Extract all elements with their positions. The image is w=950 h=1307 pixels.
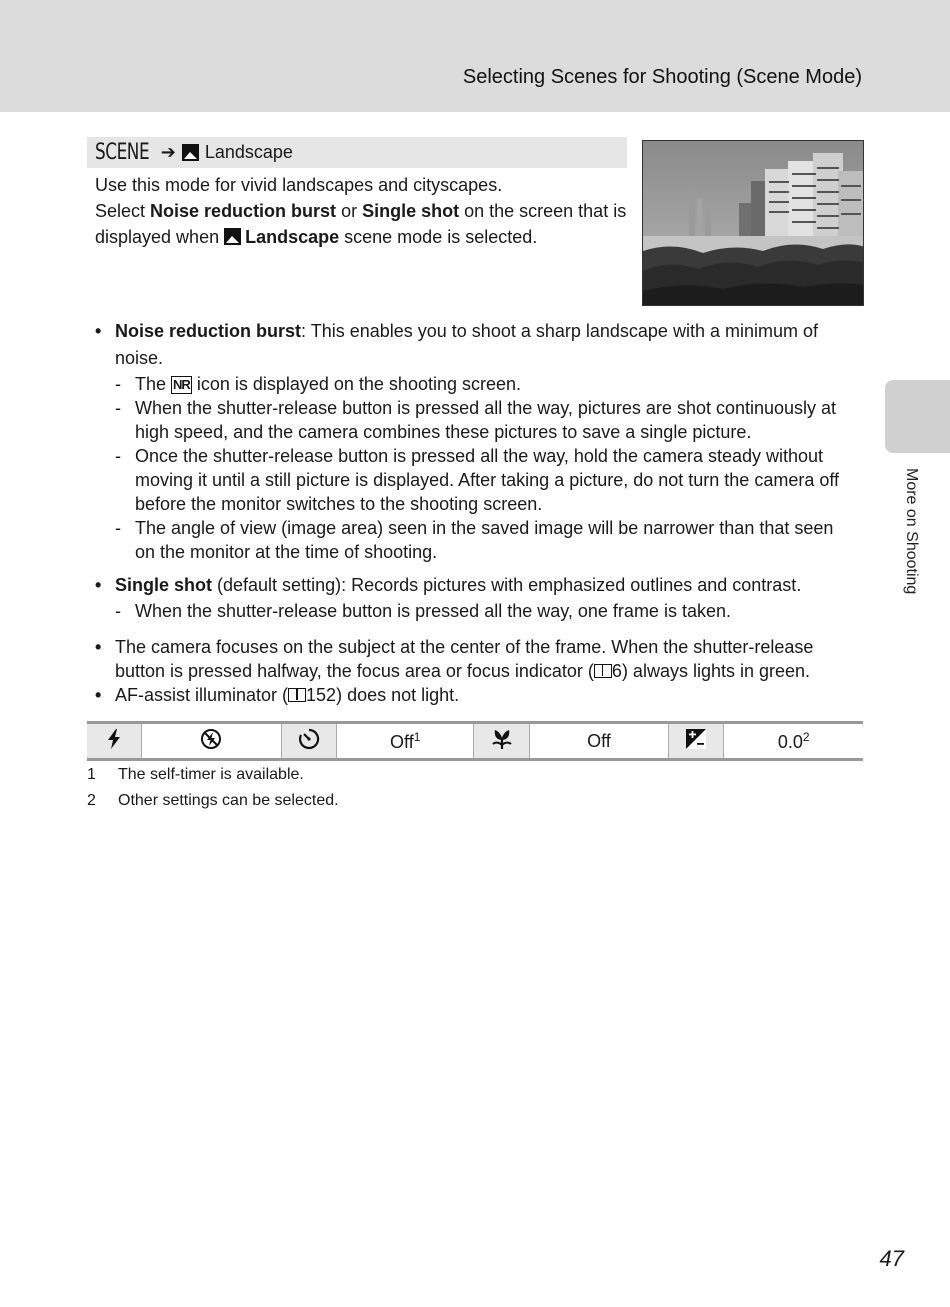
flash-icon [87,723,142,760]
landscape-icon [182,144,199,161]
self-timer-icon [281,723,336,760]
side-tab [885,380,950,453]
footnote-text: Other settings can be selected. [118,792,339,809]
page-number: 47 [879,1246,904,1271]
bullet-text: ) does not light. [336,685,460,705]
bullet-text: AF-assist illuminator ( [115,685,289,705]
footnote-text: The self-timer is available. [118,766,304,783]
flash-off-icon [200,728,222,750]
intro-line-1: Use this mode for vivid landscapes and cityscapes. [95,175,503,195]
macro-icon [474,723,529,760]
footnote-number: 2 [87,792,96,809]
sub-item: - Once the shutter-release button is pressed all the way, hold the camera steady without moving it until a still picture is displayed. After taking a picture, do not turn the camera off before the monitor switches to the shooting screen. [95,444,855,516]
intro-bold-single: Single shot [362,201,460,221]
landscape-photo [642,140,864,306]
footnotes [87,762,339,814]
sub-item: - When the shutter-release button is pressed all the way, one frame is taken. [95,599,855,623]
macro-value: Off [529,723,669,760]
intro-text-span: on the screen that is displayed when [95,201,627,247]
bullet-text: The camera focuses on the subject at the center of the frame. When the shutter-release button is pressed halfway, the focus area or focus indicator ( [115,637,814,681]
body-text [95,318,855,707]
footnote-marker: 2 [802,729,810,744]
footnote-2 [87,788,339,814]
scene-mode-label: Landscape [204,142,293,162]
intro-text-span: or [336,201,363,221]
self-timer-value [336,723,474,760]
scene-heading [87,137,627,168]
intro-text [95,172,635,250]
bullet-text: : This enables you to shoot a sharp landscape with a minimum of noise. [115,321,818,368]
bullet-noise-reduction [95,318,855,372]
footnote-number: 1 [87,766,96,783]
footnote-1 [87,762,339,788]
scene-word: SCENE [95,140,150,165]
intro-text-span: Select [95,201,151,221]
book-reference-icon [594,664,612,678]
exposure-value [724,723,863,760]
bullet-focus [95,635,855,683]
exposure-value-text: 0.0 [777,731,803,752]
page-ref: 6 [611,661,622,681]
spacer [95,623,855,635]
intro-bold-nr: Noise reduction burst [150,201,337,221]
bullet-title: Noise reduction burst [115,321,302,341]
table-row [87,723,863,760]
arrow-icon: ➔ [160,142,176,162]
noise-reduction-icon: NR [173,377,190,392]
spacer [95,564,855,572]
book-reference-icon [288,688,306,702]
side-tab-label: More on Shooting [903,468,920,595]
bullet-single-shot [95,572,855,599]
page-ref: 152 [306,685,337,705]
flash-value [142,723,282,760]
settings-table [87,721,863,761]
sub-text: icon is displayed on the shooting screen. [191,374,522,394]
header-band [0,0,950,112]
bullet-af-assist [95,683,855,707]
sub-item: - When the shutter-release button is pressed all the way, pictures are shot continuously at high speed, and the camera combines these pictures to save a single picture. [95,396,855,444]
exposure-compensation-icon [669,723,724,760]
bullet-text: (default setting): Records pictures with emphasized outlines and contrast. [212,575,802,595]
landscape-icon [224,228,241,245]
bullet-title: Single shot [115,575,213,595]
sub-item: - The angle of view (image area) seen in the saved image will be narrower than that seen on the monitor at the time of shooting. [95,516,855,564]
intro-line-2 [95,198,635,250]
self-timer-value-text: Off [390,731,414,752]
sub-item [95,372,855,396]
footnote-marker: 1 [413,729,421,744]
intro-bold-landscape: Landscape [245,227,340,247]
sub-text: The [135,374,172,394]
bullet-text: ) always lights in green. [621,661,811,681]
intro-text-span: scene mode is selected. [339,227,538,247]
page-header-title: Selecting Scenes for Shooting (Scene Mode) [462,66,862,88]
